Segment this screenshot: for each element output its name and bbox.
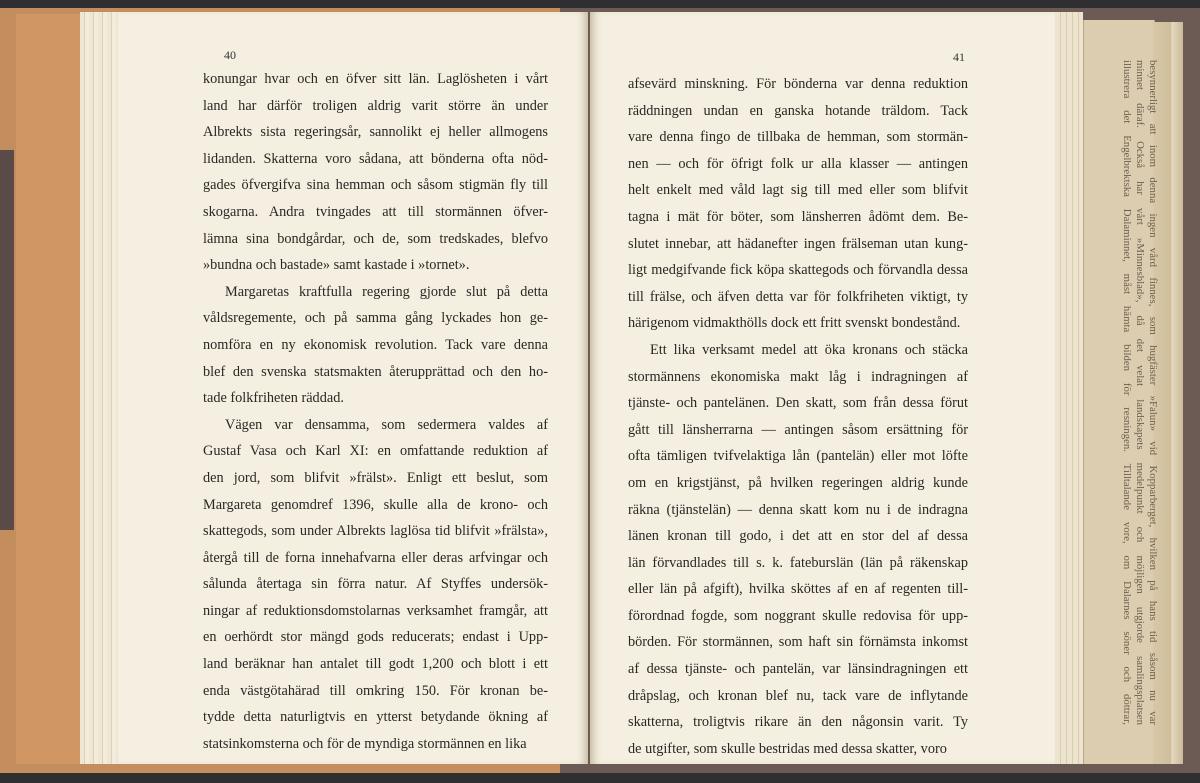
text-line: härigenom vidmakthölls dock ett fritt svenskt bondestånd. bbox=[628, 315, 961, 332]
text-line: enda västgötahärad till omkring 150. För kronan be- bbox=[203, 682, 548, 699]
text-line: förordnad fogde, som noggrant skulle redovisa för upp- bbox=[628, 607, 968, 624]
text-line: Margaretas kraftfulla regering gjorde slut på detta bbox=[225, 283, 548, 300]
text-line: blef den svenska statsmakten återupprättad och den ho- bbox=[203, 363, 548, 380]
text-line: Margareta genomdref 1396, skulle alla de krono- och bbox=[203, 496, 548, 513]
text-line: ofta tämligen tvifvelaktiga lån (pantelän) eller mot löfte bbox=[628, 448, 968, 465]
page-number-right: 41 bbox=[953, 50, 965, 64]
text-line: om en krigstjänst, på hvilken regeringen aldrig kunde bbox=[628, 474, 968, 491]
text-line: afsevärd minskning. För bönderna var denna reduktion bbox=[628, 76, 968, 92]
text-line: våldsregemente, och på samma gång lyckades hon ge- bbox=[203, 310, 548, 327]
text-line: minnet däraf. Också har vårt »Minnesblad», då det velat landskapets medelpunkt och möjligen utgjorde samlingsplatsen bbox=[1134, 60, 1146, 725]
text-line: statsinkomsterna och för de myndiga stormännen en lika bbox=[203, 735, 527, 752]
text-line: land har därför troligen aldrig varit större än under bbox=[203, 97, 548, 114]
text-line: slutet innebar, att hädanefter ingen frälseman utan kung- bbox=[628, 235, 968, 252]
text-line: län förvandlades till s. k. fateburslän (län på räkenskap bbox=[628, 554, 968, 571]
text-line: ligt medgifvande fick köpa skattegods och förvandla dessa bbox=[628, 262, 968, 279]
text-line: Albrekts sista regeringsår, sannolikt ej heller allmogens bbox=[203, 124, 548, 141]
text-line: tydde detta naturligtvis en ytterst betydande ökning af bbox=[203, 709, 548, 726]
cover-flap bbox=[16, 14, 84, 764]
text-line: nomföra en ny ekonomisk revolution. Tack vare denna bbox=[203, 336, 548, 353]
text-line: lidanden. Skatterna voro sådana, att bönderna ofta nöd- bbox=[203, 150, 548, 167]
text-line: tade folkfriheten räddad. bbox=[203, 390, 344, 407]
text-line: nen — och för öfrigt folk ur alla klasser — antingen bbox=[628, 155, 968, 172]
text-line: återgå till de forna innehafvarna eller deras arfvingar och bbox=[203, 549, 548, 566]
text-line: gått till länsherrarna — antingen såsom ersättning för bbox=[628, 421, 968, 438]
right-page-text bbox=[628, 71, 968, 762]
text-line: stormännens ekonomiska makt låg i indragningen af bbox=[628, 368, 968, 385]
text-line: de utgifter, som skulle bestridas med dessa skatter, voro bbox=[628, 740, 947, 757]
clipping-text bbox=[1113, 60, 1159, 725]
text-line: tjänste- och pantelänen. Den skatt, som från dessa förut bbox=[628, 395, 968, 412]
text-line: en oerhördt stor mängd gods reducerats; endast i Upp- bbox=[203, 629, 548, 646]
text-line: besynnerligt att inom denna ingen vård finnes, som hugfäster »Falun» vid Kopparberget, hvilken på hans tid såsom nu var bbox=[1147, 60, 1159, 725]
text-line: till frälse, och äfven detta var för folkfriheten viktigt, ty bbox=[628, 288, 968, 305]
text-line: tagna i mät för böter, som länsherren ådömt dem. Be- bbox=[628, 208, 968, 225]
page-edges-left bbox=[80, 12, 120, 764]
text-line: Vägen var densamma, som sedermera valdes af bbox=[225, 416, 548, 433]
text-line: eller län på afgift), hvilka sköttes af en af regenten till- bbox=[628, 581, 968, 598]
text-line: länen kronan till godo, i det att en stor del af dessa bbox=[628, 528, 968, 545]
text-line: lämna sina bondgårdar, och de, som tredskades, blefvo bbox=[203, 230, 548, 247]
cover-marbling bbox=[0, 150, 14, 530]
left-page-text bbox=[203, 66, 548, 757]
text-line: vare denna fingo de tillbaka de hemman, som stormän- bbox=[628, 129, 968, 146]
page-edges-right bbox=[1055, 12, 1083, 764]
text-line: sålunda återtaga sin förra natur. Af Styffes undersök- bbox=[203, 576, 548, 593]
text-line: räddningen undan en ganska hotande träldom. Tack bbox=[628, 102, 968, 119]
text-line: Ett lika verksamt medel att öka kronans och stäcka bbox=[650, 341, 968, 358]
text-line: illustrera det Engelbrektska Dalaminnet, måst hämta bilden för resningen. Tilltalande vore, om Dalarnes söner och döttrar, bbox=[1121, 60, 1133, 725]
page-number-left: 40 bbox=[224, 48, 236, 62]
text-line: Gustaf Vasa och Karl XI: en omfattande reduktion af bbox=[203, 443, 548, 460]
text-line: den jord, som blifvit »frälst». Enligt ett beslut, som bbox=[203, 469, 548, 486]
text-line: börden. För stormännen, som haft sin förnämsta inkomst bbox=[628, 634, 968, 651]
text-line: skatterna, troligtvis rikare än den någonsin varit. Ty bbox=[628, 714, 968, 731]
text-line: skattegods, som under Albrekts laglösa tid blifvit »frälsta», bbox=[203, 523, 548, 540]
text-line: gades öfvergifva sina hemman och såsom stigmän fly till bbox=[203, 177, 548, 194]
text-line: dråpslag, och kronan blef nu, tack vare de inflytande bbox=[628, 687, 968, 704]
text-line: helt enkelt med våld lagt sig till med eller som blifvit bbox=[628, 182, 968, 199]
text-line: »bundna och bastade» samt kastade i »tornet». bbox=[203, 257, 470, 274]
text-line: konungar hvar och en öfver sitt län. Laglösheten i vårt bbox=[203, 71, 548, 87]
text-line: skogarna. Andra tvingades att till stormännen öfver- bbox=[203, 203, 548, 220]
text-line: räkna (tjänstelän) — denna skatt kom nu i de indragna bbox=[628, 501, 968, 518]
text-line: land beräknar han antalet till godt 1,200 och blott i ett bbox=[203, 656, 548, 673]
text-line: af dessa tjänste- och pantelän, var länsindragningen ett bbox=[628, 661, 968, 678]
text-line: ningar af reduktionsdomstolarnas verksamhet framgår, att bbox=[203, 602, 548, 619]
